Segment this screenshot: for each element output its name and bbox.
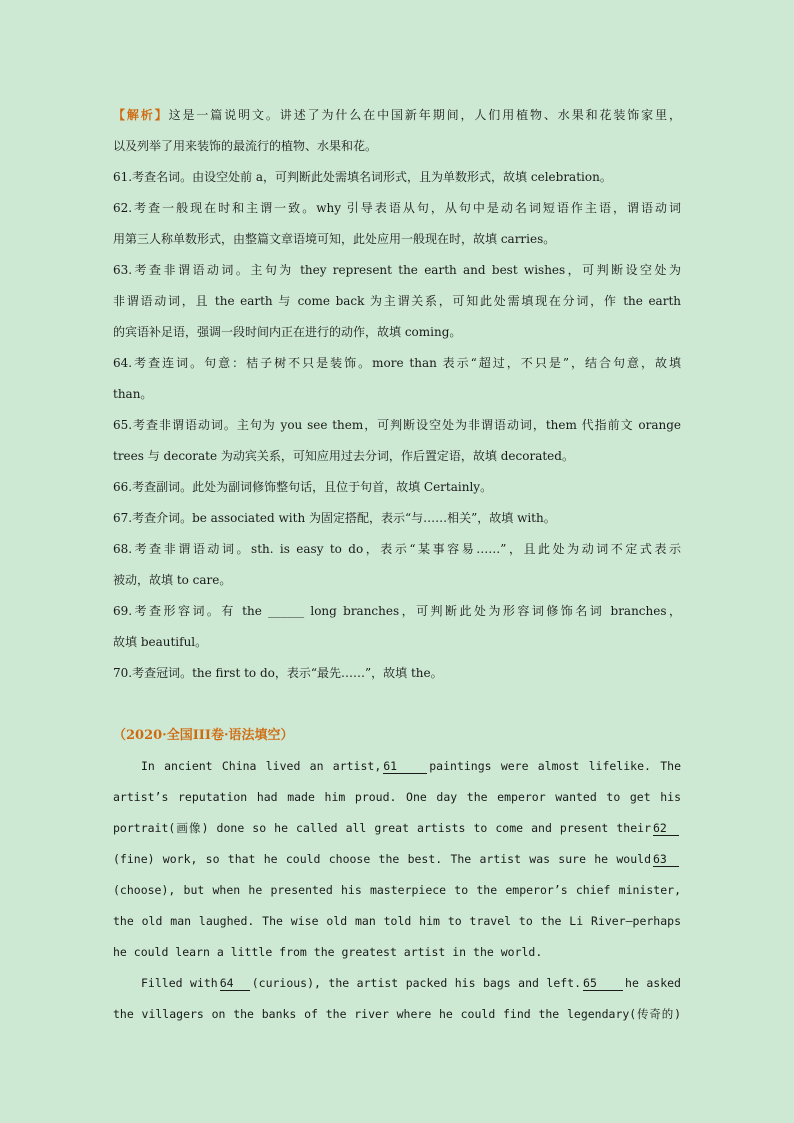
answer-64-line1: 64.考查连词。句意：桔子树不只是装饰。more than 表示“超过，不只是”，结合句意，故填: [113, 356, 681, 370]
answer-68-line1: 68.考查非谓语动词。sth. is easy to do，表示“某事容易……”，且此处为动词不定式表示: [113, 542, 681, 556]
answer-63-line3: 的宾语补足语，强调一段时间内正在进行的动作，故填 coming。: [113, 325, 462, 339]
passage-p1-line2: artist’s reputation had made him proud. One day the emperor wanted to get his: [113, 790, 681, 804]
answer-63-line2: 非谓语动词，且 the earth 与 come back 为主谓关系，可知此处需填现在分词，作 the earth: [113, 294, 681, 308]
blank-62[interactable]: 62: [653, 821, 679, 836]
passage-p2-line1: Filled with 64 (curious), the artist packed his bags and left. 65 he asked: [141, 976, 681, 990]
answer-64-line2: than。: [113, 387, 153, 401]
answer-62-line2: 用第三人称单数形式，由整篇文章语境可知，此处应用一般现在时，故填 carries。: [113, 232, 556, 246]
answer-63-line1: 63.考查非谓语动词。主句为 they represent the earth and best wishes，可判断设空处为: [113, 263, 681, 277]
answer-66: 66.考查副词。此处为副词修饰整句话，且位于句首，故填 Certainly。: [113, 480, 493, 494]
answer-69-line2: 故填 beautiful。: [113, 635, 208, 649]
answer-70: 70.考查冠词。the first to do，表示“最先……”，故填 the。: [113, 666, 443, 680]
answer-61: 61.考查名词。由设空处前 a，可判断此处需填名词形式，且为单数形式，故填 celebration。: [113, 170, 612, 184]
passage-p1-line4: (fine) work, so that he could choose the best. The artist was sure he would 63: [113, 844, 681, 875]
blank-61[interactable]: 61: [383, 759, 427, 774]
passage-p1-line7: he could learn a little from the greatest artist in the world.: [113, 945, 543, 959]
blank-64[interactable]: 64: [220, 976, 250, 991]
answer-67: 67.考查介词。be associated with 为固定搭配，表示“与……相关”，故填 with。: [113, 511, 556, 525]
passage-p1-line1: In ancient China lived an artist, 61 paintings were almost lifelike. The: [141, 759, 681, 773]
answer-68-line2: 被动，故填 to care。: [113, 573, 232, 587]
answer-65-line1: 65.考查非谓语动词。主句为 you see them，可判断设空处为非谓语动词，them 代指前文 orange: [113, 418, 681, 432]
analysis-label: 【解析】: [113, 108, 169, 122]
analysis-intro-line2: 以及列举了用来装饰的最流行的植物、水果和花。: [113, 139, 378, 153]
blank-63[interactable]: 63: [653, 852, 679, 867]
analysis-intro-line1: 【解析】这是一篇说明文。讲述了为什么在中国新年期间，人们用植物、水果和花装饰家里，: [113, 108, 681, 122]
blank-65[interactable]: 65: [583, 976, 623, 991]
passage-p1-line5: (choose), but when he presented his masterpiece to the emperor’s chief minister,: [113, 883, 681, 897]
passage-p2-line2: the villagers on the banks of the river where he could find the legendary(传奇的): [113, 1007, 681, 1021]
answer-69-line1: 69.考查形容词。有 the ______ long branches，可判断此处为形容词修饰名词 branches，: [113, 604, 681, 618]
document-page: [113, 100, 681, 1030]
passage-p1-line6: the old man laughed. The wise old man told him to travel to the Li River—perhaps: [113, 914, 681, 928]
answer-62-line1: 62.考查一般现在时和主谓一致。why 引导表语从句，从句中是动名词短语作主语，谓语动词: [113, 201, 681, 215]
section-title: （2020·全国III卷·语法填空）: [113, 728, 294, 743]
answer-65-line2: trees 与 decorate 为动宾关系，可知应用过去分词，作后置定语，故填 decorated。: [113, 449, 574, 463]
passage-p1-line3: portrait(画像) done so he called all great artists to come and present their 62: [113, 813, 681, 844]
